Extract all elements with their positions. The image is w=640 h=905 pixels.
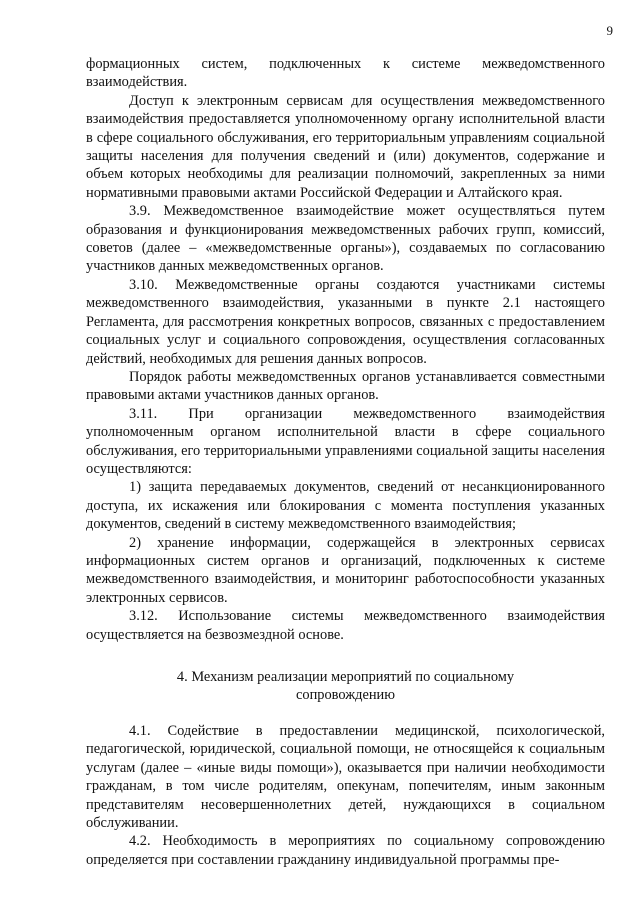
list-item-2: 2) хранение информации, содержащейся в электронных сервисах информационных систем органов и организаций, подключенных к системе межведомственного взаимодействия, и мониторинг работоспособности указанных электронных сервисов. <box>86 534 605 606</box>
paragraph-3-9: 3.9. Межведомственное взаимодействие может осуществляться путем образования и функционирования межведомственных рабочих групп, комиссий, советов (далее – «межведомственные органы»), создаваемых по согласованию участников данных межведомственных органов. <box>86 203 605 275</box>
section-heading <box>86 668 605 704</box>
paragraph-4-1: 4.1. Содействие в предоставлении медицинской, психологической, педагогической, юридической, социальной помощи, не относящейся к социальным услугам (далее – «иные виды помощи»), оказывается при наличии необходимости гражданам, в том числе родителям, опекунам, попечителям, иным законным представителям несовершеннолетних детей, нуждающихся в социальном обслуживании. <box>86 723 605 832</box>
list-item-1: 1) защита передаваемых документов, сведений от несанкционированного доступа, их искажения или блокирования с момента поступления указанных документов, сведений в систему межведомственного взаимодействия; <box>86 479 605 533</box>
section-heading-line-1: 4. Механизм реализации мероприятий по социальному <box>176 669 515 685</box>
document-body <box>86 55 605 869</box>
paragraph-3-11: 3.11. При организации межведомственного взаимодействия уполномоченным органом исполнительной власти в сфере социального обслуживания, его территориальными управлениями социальной защиты населения осуществляются: <box>86 405 605 477</box>
paragraph-continuation: формационных систем, подключенных к системе межведомственного взаимодействия. <box>86 56 605 91</box>
paragraph-electronic-services-access: Доступ к электронным сервисам для осуществления межведомственного взаимодействия предоставляется уполномоченному органу исполнительной власти в сфере социального обслуживания, его территориальным управлениям социальной защиты населения для получения сведений и (или) документов, содержание и объем которых необходимы для реализации полномочий, закрепленных за ними нормативными правовыми актами Российской Федерации и Алтайского края. <box>86 92 605 201</box>
paragraph-3-10: 3.10. Межведомственные органы создаются участниками системы межведомственного взаимодействия, указанными в пункте 2.1 настоящего Регламента, для рассмотрения конкретных вопросов, связанных с предоставлением социальных услуг и социального сопровождения, осуществления согласованных действий, необходимых для решения данных вопросов. <box>86 276 605 367</box>
page-number: 9 <box>606 23 613 38</box>
paragraph-4-2: 4.2. Необходимость в мероприятиях по социальному сопровождению определяется при составлении гражданину индивидуальной программы пре- <box>86 833 605 868</box>
paragraph-work-order: Порядок работы межведомственных органов устанавливается совместными правовыми актами участников данных органов. <box>86 368 605 404</box>
paragraph-3-12: 3.12. Использование системы межведомственного взаимодействия осуществляется на безвозмездной основе. <box>86 608 605 643</box>
section-heading-line-2: сопровождению <box>295 687 395 703</box>
